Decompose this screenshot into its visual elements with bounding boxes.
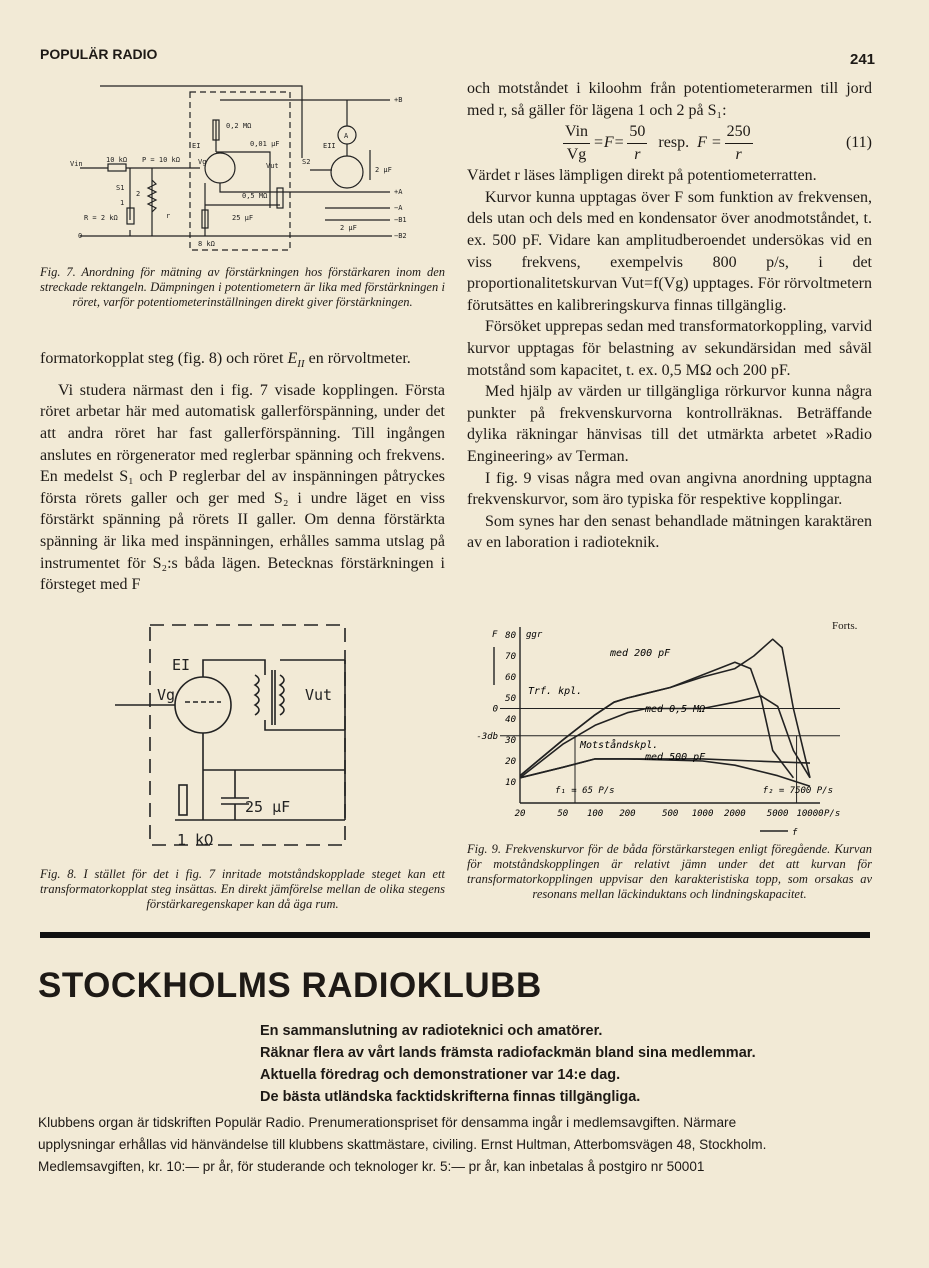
label-r: r: [166, 212, 171, 220]
label-c25: 25 µF: [232, 214, 254, 222]
marker-label: f₁ = 65 P/s: [555, 786, 615, 796]
series-label: Motståndskpl.: [580, 740, 659, 751]
text-run: formatorkopplat steg (fig. 8) och röret: [40, 350, 288, 367]
equation-text: resp.: [658, 134, 690, 152]
y-tick-label: 20: [505, 757, 516, 767]
x-unit: P/s: [824, 809, 841, 819]
right-paragraph-5: Med hjälp av värden ur tillgängliga rörkurvor kunna några punkter på frekvenskurvorna kontrollräknas. Beträffande dylika räkningar hänvisas till det utmärkta arbetet »Radio Engineering» av Terman.: [467, 383, 872, 465]
x-tick-label: 100: [586, 809, 604, 819]
series-label: Trf. kpl.: [528, 685, 583, 697]
forts-label: Forts.: [832, 620, 858, 632]
left-paragraph-1: [40, 348, 445, 376]
label-c2a: 2 µF: [375, 166, 392, 174]
fig9-caption: Fig. 9. Frekvenskurvor för de båda förstärkarstegen enligt föregående. Kurvan för motståndskopplingen är relativt jämn under det att kurvan för transformatorkopplingen uppvisar den karakteristiska topp, som orsakas av resonans mellan läckinduktans och lindningskapacitet.: [467, 842, 872, 901]
fig7-circuit-diagram: [70, 80, 415, 255]
club-info-line: Medlemsavgiften, kr. 10:— pr år, för studerande och teknologer kr. 5:— pr år, kan inbetalas å postgiro nr 50001: [38, 1159, 705, 1174]
label-zero: 0: [78, 232, 83, 240]
right-paragraph-6: I fig. 9 visas några med ovan angivna anordning upptagna frekvenskurvor, som äro typiska för respektive kopplingar.: [467, 469, 872, 509]
right-paragraph-1: och motståndet i kiloohm från potentiometerarmen till jord med r, så gäller för lägena 1 och 2 på S₁:: [467, 80, 872, 119]
label-r1k: 1 kΩ: [177, 831, 214, 849]
x-tick-label: 5000: [766, 809, 789, 819]
marker-label: f₂ = 7500 P/s: [762, 786, 834, 796]
reference-label: 0: [492, 704, 498, 715]
label-e1: EI: [192, 142, 201, 150]
denominator: r: [634, 145, 641, 163]
reference-label: -3db: [476, 731, 498, 742]
equation-number: (11): [845, 134, 872, 152]
fig8-caption: Fig. 8. I stället för det i fig. 7 inritade motståndskopplade steget kan ett transformatorkopplat steg insättas. En direkt jämförelse mellan de olika stegens förstärkaregenskaper kan då äga rum.: [40, 867, 445, 911]
symbol-sub: II: [297, 358, 305, 371]
numerator: Vin: [563, 121, 590, 144]
y-unit: ggr: [526, 630, 543, 640]
y-tick-label: 40: [505, 715, 516, 725]
divider-rule: [40, 932, 870, 938]
club-point: En sammanslutning av radioteknici och amatörer.: [260, 1023, 603, 1039]
x-tick-label: 50: [557, 809, 569, 819]
y-tick-label: 70: [505, 652, 516, 662]
fraction-vin-vg: [563, 121, 590, 165]
label-p: P = 10 kΩ: [142, 156, 180, 164]
label-r2k: R = 2 kΩ: [84, 214, 118, 222]
left-paragraph-2: Vi studera närmast den i fig. 7 visade kopplingen. Första röret arbetar här med automatisk gallerförspänning, under det att andra röret har fast gallerförspänning. Till ingången anslutes en rörgenerator med reglerbar spänning och frekvens. En medelst S₁ och P reglerbar del av inspänningen påtryckes första rörets galler och ger med S₂ i undre läget en viss förstärkt spänning på rörets II galler. Om denna förstärkta spänning är lika med inspänningen, erhålles samma utslag på instrumentet för S₂:s båda lägen. Betecknas förstärkningen i försteget med F: [40, 381, 445, 594]
x-tick-label: 500: [662, 809, 679, 819]
y-tick-label: 10: [505, 778, 516, 788]
right-paragraph-4: Försöket upprepas sedan med transformatorkoppling, varvid kurvor upptagas för belastning av sekundärsidan med såväl motstånd som kapacitet, t. ex. 0,5 MΩ och 200 pF.: [467, 318, 872, 379]
fraction-50-r: [627, 121, 647, 165]
label-vut: Vut: [266, 162, 279, 170]
club-point: Aktuella föredrag och demonstrationer var 14:e dag.: [260, 1067, 621, 1083]
right-paragraph-3: Kurvor kunna upptagas över F som funktion av frekvensen, dels utan och dels med en kondensator över anodmotståndet, t. ex. 500 pF. Vidare kan amplitudberoendet undersökas vid en viss frekvens, exempelvis 800 p/s, i det proportionalitetskurvan Vut=f(Vg) upptages. För rörvoltmetern förutsättes en kalibreringskurva finnas tillgänglig.: [467, 188, 872, 314]
label-10k: 10 kΩ: [106, 156, 128, 164]
label-vg: Vg: [157, 686, 176, 704]
numerator: 250: [725, 121, 753, 144]
club-info-line: upplysningar erhållas vid hänvändelse till klubbens skattmästare, civiling. Ernst Hultman, Atterbomsvägen 48, Stockholm.: [38, 1137, 767, 1152]
denominator: Vg: [566, 145, 587, 163]
label-minus-b1: −B1: [394, 216, 407, 224]
label-r02: 0,2 MΩ: [226, 122, 252, 130]
x-tick-label: 2000: [724, 809, 746, 819]
equation-text: =F=: [593, 134, 625, 152]
label-s1: S1: [116, 184, 125, 192]
text-run: en rörvoltmeter.: [304, 350, 411, 367]
right-paragraph-7: Som synes har den senast behandlade mätningen karaktären av en laboration i radioteknik.: [467, 512, 872, 552]
fig9-chart: [470, 620, 880, 835]
fig7-caption: Fig. 7. Anordning för mätning av förstärkningen hos förstärkaren inom den streckade rektangeln. Dämpningen i potentiometern är lika med förstärkningen i röret, varför potentiometerinställningen direkt giver förstärkningen.: [40, 265, 445, 309]
right-column: [467, 78, 872, 554]
label-c001: 0,01 µF: [250, 140, 280, 148]
denominator: r: [735, 145, 742, 163]
club-info-line: Klubbens organ är tidskriften Populär Radio. Prenumerationspriset för densamma ingår i medlemsavgiften. Närmare: [38, 1115, 737, 1130]
symbol-e: E: [287, 350, 298, 367]
label-e2: EII: [323, 142, 336, 150]
club-point: Räknar flera av vårt lands främsta radiofackmän bland sina medlemmar.: [260, 1045, 756, 1061]
label-pos1: 1: [120, 199, 125, 207]
label-s2: S2: [302, 158, 311, 166]
label-r05: 0,5 MΩ: [242, 192, 268, 200]
x-tick-label: 20: [514, 809, 526, 819]
y-tick-label: 30: [505, 736, 516, 746]
series-label: med 500 pF: [645, 752, 706, 763]
label-minus-b2: −B2: [394, 232, 407, 240]
label-c2b: 2 µF: [340, 224, 357, 232]
label-minus-a: −A: [394, 204, 403, 212]
series-label: med 0,5 MΩ: [645, 704, 706, 715]
equation-text: F =: [697, 134, 722, 152]
club-point: De bästa utländska facktidskrifterna finnas tillgängliga.: [260, 1089, 641, 1105]
club-points: [260, 1020, 756, 1108]
x-tick-label: 10000: [796, 809, 824, 819]
x-tick-label: 1000: [691, 809, 714, 819]
magazine-name: POPULÄR RADIO: [40, 46, 158, 62]
club-title: STOCKHOLMS RADIOKLUBB: [38, 966, 542, 1005]
label-vin: Vin: [70, 160, 83, 168]
label-plus-a: +A: [394, 188, 403, 196]
label-c25: 25 µF: [245, 798, 291, 816]
y-tick-label: 50: [505, 694, 516, 704]
equation-11: [467, 121, 872, 165]
right-paragraph-2: Värdet r läses lämpligen direkt på potentiometerratten.: [467, 167, 817, 185]
y-axis-label: F: [492, 630, 498, 640]
label-meter: A: [344, 132, 349, 140]
label-plus-b: +B: [394, 96, 403, 104]
club-info: [38, 1112, 766, 1178]
label-vg: Vg: [198, 158, 207, 166]
fraction-250-r: [725, 121, 753, 165]
y-tick-label: 60: [505, 673, 516, 683]
label-r8k: 8 kΩ: [198, 240, 215, 248]
label-pos2: 2: [136, 190, 141, 198]
x-axis-label: f: [792, 828, 798, 835]
page-number: 241: [850, 51, 876, 68]
x-tick-label: 200: [619, 809, 636, 819]
y-tick-label: 80: [505, 631, 516, 641]
series-label: med 200 pF: [610, 648, 671, 659]
left-column: [40, 348, 445, 596]
label-e1: EI: [172, 656, 191, 674]
numerator: 50: [627, 121, 647, 144]
label-vut: Vut: [305, 686, 333, 704]
fig8-circuit-diagram: [115, 620, 355, 850]
